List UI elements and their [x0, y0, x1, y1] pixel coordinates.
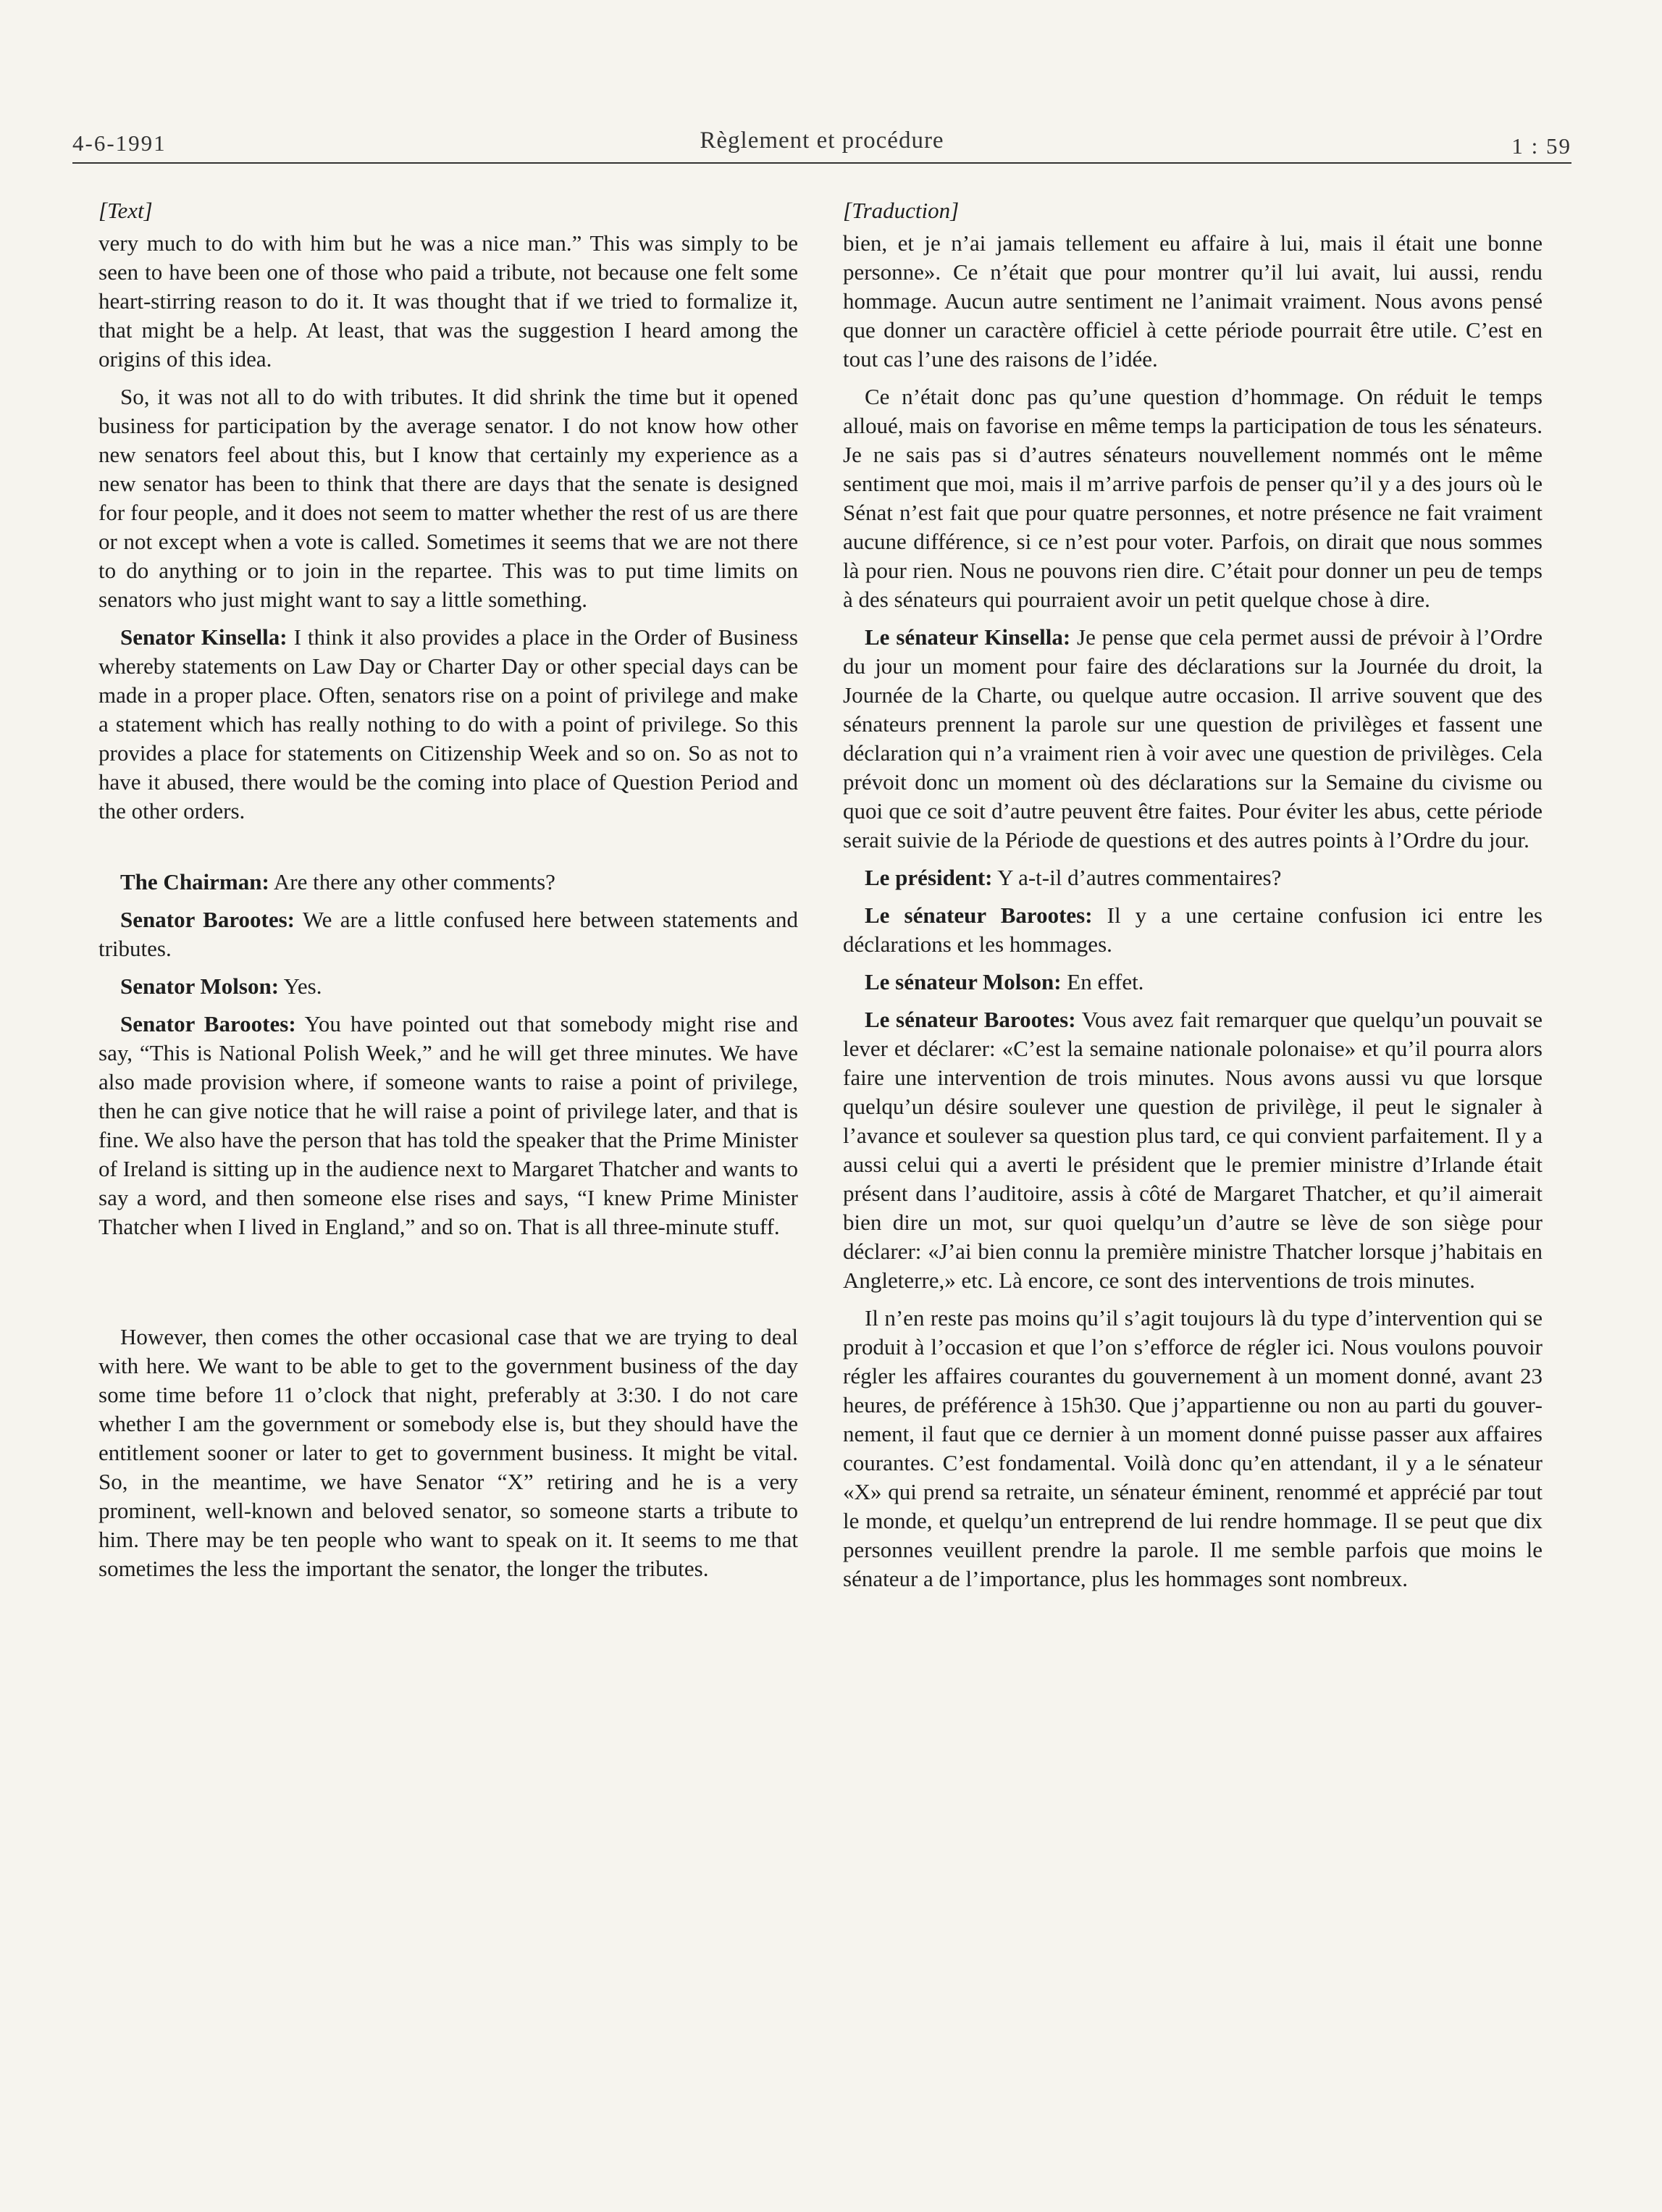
speaker-name: Le sénateur Barootes:: [865, 902, 1093, 928]
speaker-name: Le sénateur Barootes:: [865, 1007, 1076, 1032]
speaker-name: The Chairman:: [120, 869, 269, 895]
paragraph: [98, 868, 798, 897]
paragraph: [98, 905, 798, 963]
paragraph: [98, 1010, 798, 1241]
speaker-name: Senator Kinsella:: [120, 624, 288, 650]
column-label-text: [Text]: [98, 198, 153, 223]
page-header: [72, 125, 1571, 165]
header-title: Règlement et procédure: [700, 127, 944, 154]
speaker-name: Senator Molson:: [120, 973, 280, 999]
header-page-number: 1 : 59: [1511, 133, 1571, 159]
paragraph: [843, 623, 1543, 855]
speech-text: Je pense que cela permet aussi de prévoir à l’Ordre du jour un moment pour faire des déclarations sur la Journée du droit, la Journée de la Charte, ou quelque autre occasion. Il arrive souvent que des sénateurs prennent la parole sur une question de privilèges et fassent une déclaration qui n’a vraiment rien à voir avec une question de privilèges. Cela prévoit donc un moment où des déclarations sur la Semaine du civisme ou quoi que ce soit d’autre peuvent être faites. Pour éviter les abus, cette période serait suivie de la Période de questions et des autres points à l’Ordre du jour.: [843, 624, 1543, 852]
french-column: [843, 196, 1543, 1593]
paragraph: [843, 1005, 1543, 1295]
paragraph: Ce n’était donc pas qu’une question d’hommage. On réduit le temps alloué, mais on favorise en même temps la participation de tous les sénateurs. Je ne sais pas si d’autres sénateurs nouvellement nommés ont le même sentiment que moi, mais il m’arrive parfois de penser qu’il y a des jours où le Sénat n’est fait que pour quatre personnes, et notre présence ne fait vraiment aucune différence, si ce n’est pour voter. Parfois, on dirait que nous sommes là pour rien. Nous ne pouvons rien dire. C’était pour donner un peu de temps à des sénateurs qui pourraient avoir un petit quelque chose à dire.: [843, 384, 1543, 612]
paragraph: bien, et je n’ai jamais tellement eu affaire à lui, mais il était une bonne personne». Ce n’était que pour montrer qu’il lui avait, lui aussi, rendu hommage. Aucun autre sentiment ne l’animait vraiment. Nous avons pensé que donner un caractère officiel à cette période pourrait être utile. C’est en tout cas l’une des raisons de l’idée.: [843, 230, 1543, 372]
speech-text: Y a-t-il d’autres commentaires?: [992, 865, 1282, 890]
speech-text: You have pointed out that somebody might rise and say, “This is National Polish Week,” and he will get three minutes. We have also made provision where, if someone wants to raise a point of privilege, then he can give notice that he will raise a point of privilege later, and that is fine. We also have the person that has told the speaker that the Prime Minister of Ireland is sitting up in the audience next to Margaret Thatcher and wants to say a word, and then someone else rises and says, “I knew Prime Minister Thatcher when I lived in England,” and so on. That is all three-minute stuff.: [98, 1011, 799, 1239]
speech-text: I think it also provides a place in the Order of Business whereby statements on Law Day or Charter Day or other special days can be made in a proper place. Often, senators rise on a point of privilege and make a statement which has really nothing to do with a point of privilege. So this provides a place for statements on Citizenship Week and so on. So as not to have it abused, there would be the coming into place of Question Period and the other orders.: [98, 624, 798, 824]
paragraph: However, then comes the other occasional case that we are trying to deal with here. We want to be able to get to the government business of the day some time before 11 o’clock that night, preferably at 3:30. I do not care whether I am the government or somebody else is, but they should have the entitlement sooner or later to get to government business. It might be vital. So, in the meantime, we have Senator “X” retiring and he is a very prominent, well-known and beloved senator, so someone starts a tribute to him. There may be ten people who want to speak on it. It seems to me that sometimes the less the important the senator, the longer the tributes.: [98, 1324, 798, 1581]
speaker-name: Senator Barootes:: [120, 1011, 296, 1036]
speaker-name: Le sénateur Molson:: [865, 969, 1062, 994]
paragraph: [98, 623, 798, 826]
speech-text: We are a little confused here between statements and tributes.: [98, 907, 799, 961]
paragraph: [843, 968, 1543, 997]
speech-text: Are there any other comments?: [269, 869, 555, 895]
header-date: 4-6-1991: [72, 130, 167, 156]
paragraph: [843, 863, 1543, 892]
column-label-translation: [Traduction]: [843, 198, 960, 223]
speaker-name: Le sénateur Kinsella:: [865, 624, 1071, 650]
speech-text: Vous avez fait remarquer que quelqu’un pouvait se lever et déclarer: «C’est la semaine nationale polonaise» et qu’il pourra alors faire une intervention de trois minutes. Nous avons aussi vu que lorsque quelqu’un désire soulever une question de privilège, il peut le signaler à l’avance et soulever sa question plus tard, ce qui convient parfaitement. Il y a aussi celui qui a averti le président que le premier ministre d’Irlande était présent dans l’auditoire, assis à côté de Margaret Thatcher, et qu’il aimerait bien dire un mot, sur quoi quelqu’un d’autre se lève de son siège pour déclarer: «J’ai bien connu la première ministre Thatcher lorsque j’habitais en Angleterre,» etc. Là encore, ce sont des interventions de trois minutes.: [843, 1007, 1543, 1293]
speech-text: Yes.: [279, 973, 322, 999]
speech-text: Il y a une certaine confusion ici entre les déclarations et les hommages.: [843, 902, 1543, 957]
speech-text: En effet.: [1061, 969, 1144, 994]
speaker-name: Senator Barootes:: [120, 907, 295, 932]
paragraph: Il n’en reste pas moins qu’il s’agit toujours là du type d’intervention qui se produit à l’occasion et que l’on s’efforce de régler ici. Nous voulons pouvoir régler les affaires courantes du gouvernement à un moment donné, avant 23 heures, de préférence à 15h30. Que j’appartienne ou non au parti du gouvernement, il faut que ce dernier à un moment donné puisse passer aux affaires courantes. C’est fondamental. Voilà donc qu’en attendant, il y a le sénateur «X» qui prend sa retraite, un sénateur éminent, renommé et apprécié par tout le monde, et quelqu’un entreprend de lui rendre hommage. Il se peut que dix personnes veuillent prendre la parole. Il me semble parfois que moins le sénateur a de l’importance, plus les hommages sont nombreux.: [843, 1305, 1543, 1591]
paragraph: So, it was not all to do with tributes. It did shrink the time but it opened business for participation by the average senator. I do not know how other new senators feel about this, but I know that certainly my experience as a new senator has been to think that there are days that the senate is designed for four people, and it does not seem to matter whether the rest of us are there or not except when a vote is called. Sometimes it seems that we are not there to do anything or to join in the repartee. This was to put time limits on senators who just might want to say a little something.: [98, 384, 798, 612]
paragraph: [98, 972, 798, 1001]
english-column: [98, 196, 798, 1583]
paragraph: very much to do with him but he was a nice man.” This was simply to be seen to have been one of those who paid a tribute, not because one felt some heart-stirring reason to do it. It was thought that if we tried to formalize it, that might be a help. At least, that was the suggestion I heard among the origins of this idea.: [98, 230, 798, 372]
paragraph: [843, 901, 1543, 959]
speaker-name: Le président:: [865, 865, 993, 890]
header-rule: [72, 162, 1571, 164]
